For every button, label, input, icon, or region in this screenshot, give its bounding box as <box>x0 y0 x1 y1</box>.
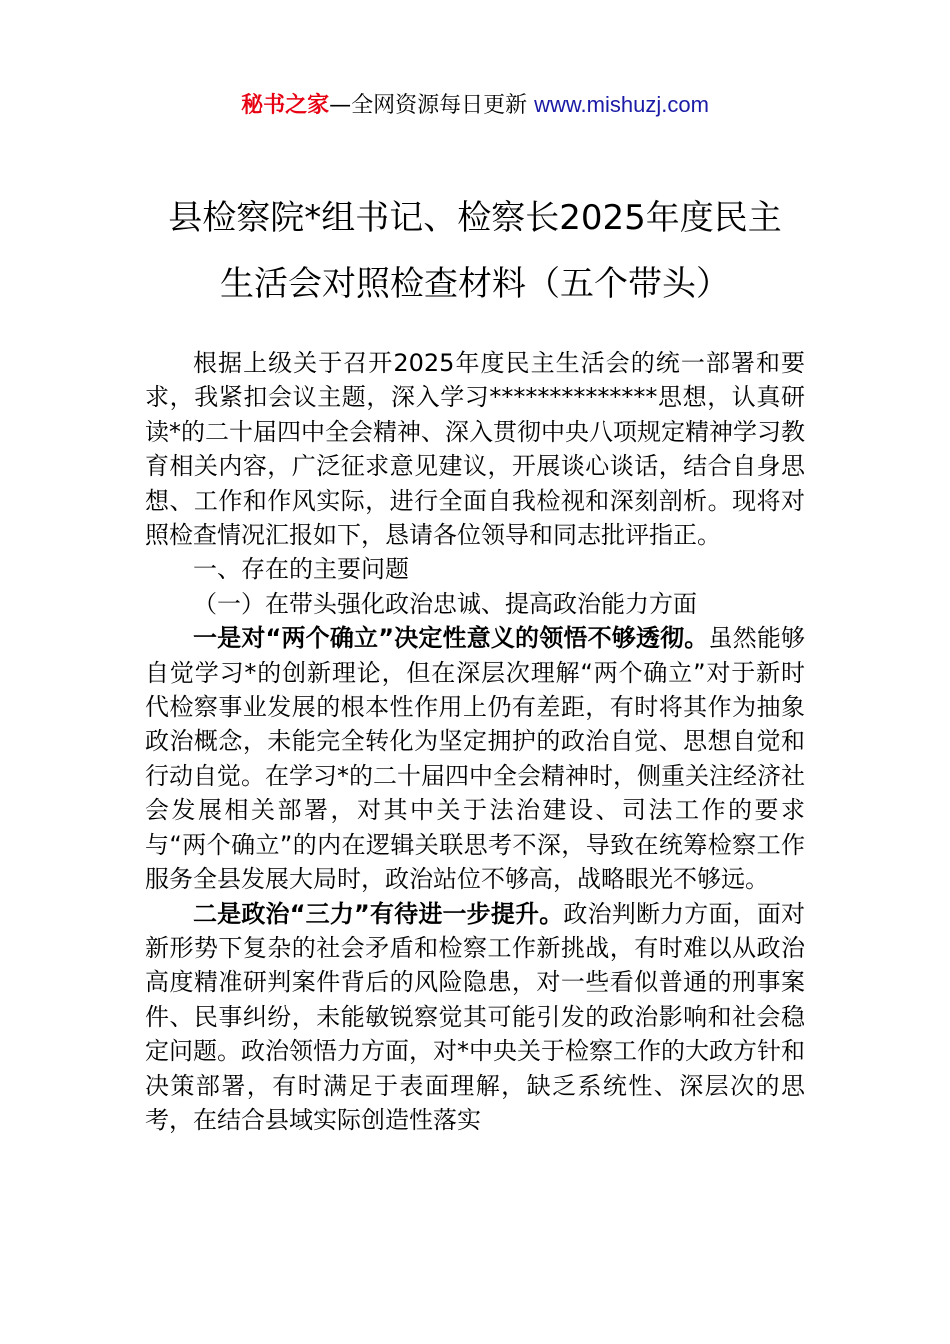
site-url-link[interactable]: www.mishuzj.com <box>534 92 709 117</box>
document-title-line-2: 生活会对照检查材料（五个带头） <box>220 264 730 304</box>
subsection-heading: （一）在带头强化政治忠诚、提高政治能力方面 <box>193 589 697 618</box>
document-body <box>145 346 805 1137</box>
document-title-line-1: 县检察院*组书记、检察长2025年度民主 <box>168 198 782 238</box>
brand-name: 秘书之家 <box>241 93 330 118</box>
point-paragraph-1 <box>145 621 805 896</box>
point-1-lead: 一是对“两个确立”决定性意义的领悟不够透彻。 <box>193 624 709 653</box>
point-paragraph-2 <box>145 897 805 1138</box>
site-header <box>0 90 950 121</box>
section-heading: 一、存在的主要问题 <box>193 555 409 584</box>
point-2-lead: 二是政治“三力”有待进一步提升。 <box>193 899 564 928</box>
point-1-text: 虽然能够自觉学习*的创新理论，但在深层次理解“两个确立”对于新时代检察事业发展的根本性作用上仍有差距，有时将其作为抽象政治概念，未能完全转化为坚定拥护的政治自觉、思想自觉和行动自觉。在学习*的二十届四中全会精神时，侧重关注经济社会发展相关部署，对其中关于法治建设、司法工作的要求与“两个确立”的内在逻辑关联思考不深，导致在统筹检察工作服务全县发展大局时，政治站位不够高，战略眼光不够远。 <box>145 624 806 894</box>
header-tagline: —全网资源每日更新 <box>329 93 535 118</box>
point-2-text: 政治判断力方面，面对新形势下复杂的社会矛盾和检察工作新挑战，有时难以从政治高度精准研判案件背后的风险隐患，对一些看似普通的刑事案件、民事纠纷，未能敏锐察觉其可能引发的政治影响和社会稳定问题。政治领悟力方面，对*中央关于检察工作的大政方针和决策部署，有时满足于表面理解，缺乏系统性、深层次的思考，在结合县域实际创造性落实 <box>145 899 806 1134</box>
intro-paragraph: 根据上级关于召开2025年度民主生活会的统一部署和要求，我紧扣会议主题，深入学习**************思想，认真研读*的二十届四中全会精神、深入贯彻中央八项规定精神学习教育相关内容，广泛征求意见建议，开展谈心谈话，结合自身思想、工作和作风实际，进行全面自我检视和深刻剖析。现将对照检查情况汇报如下，恳请各位领导和同志批评指正。 <box>145 349 805 550</box>
